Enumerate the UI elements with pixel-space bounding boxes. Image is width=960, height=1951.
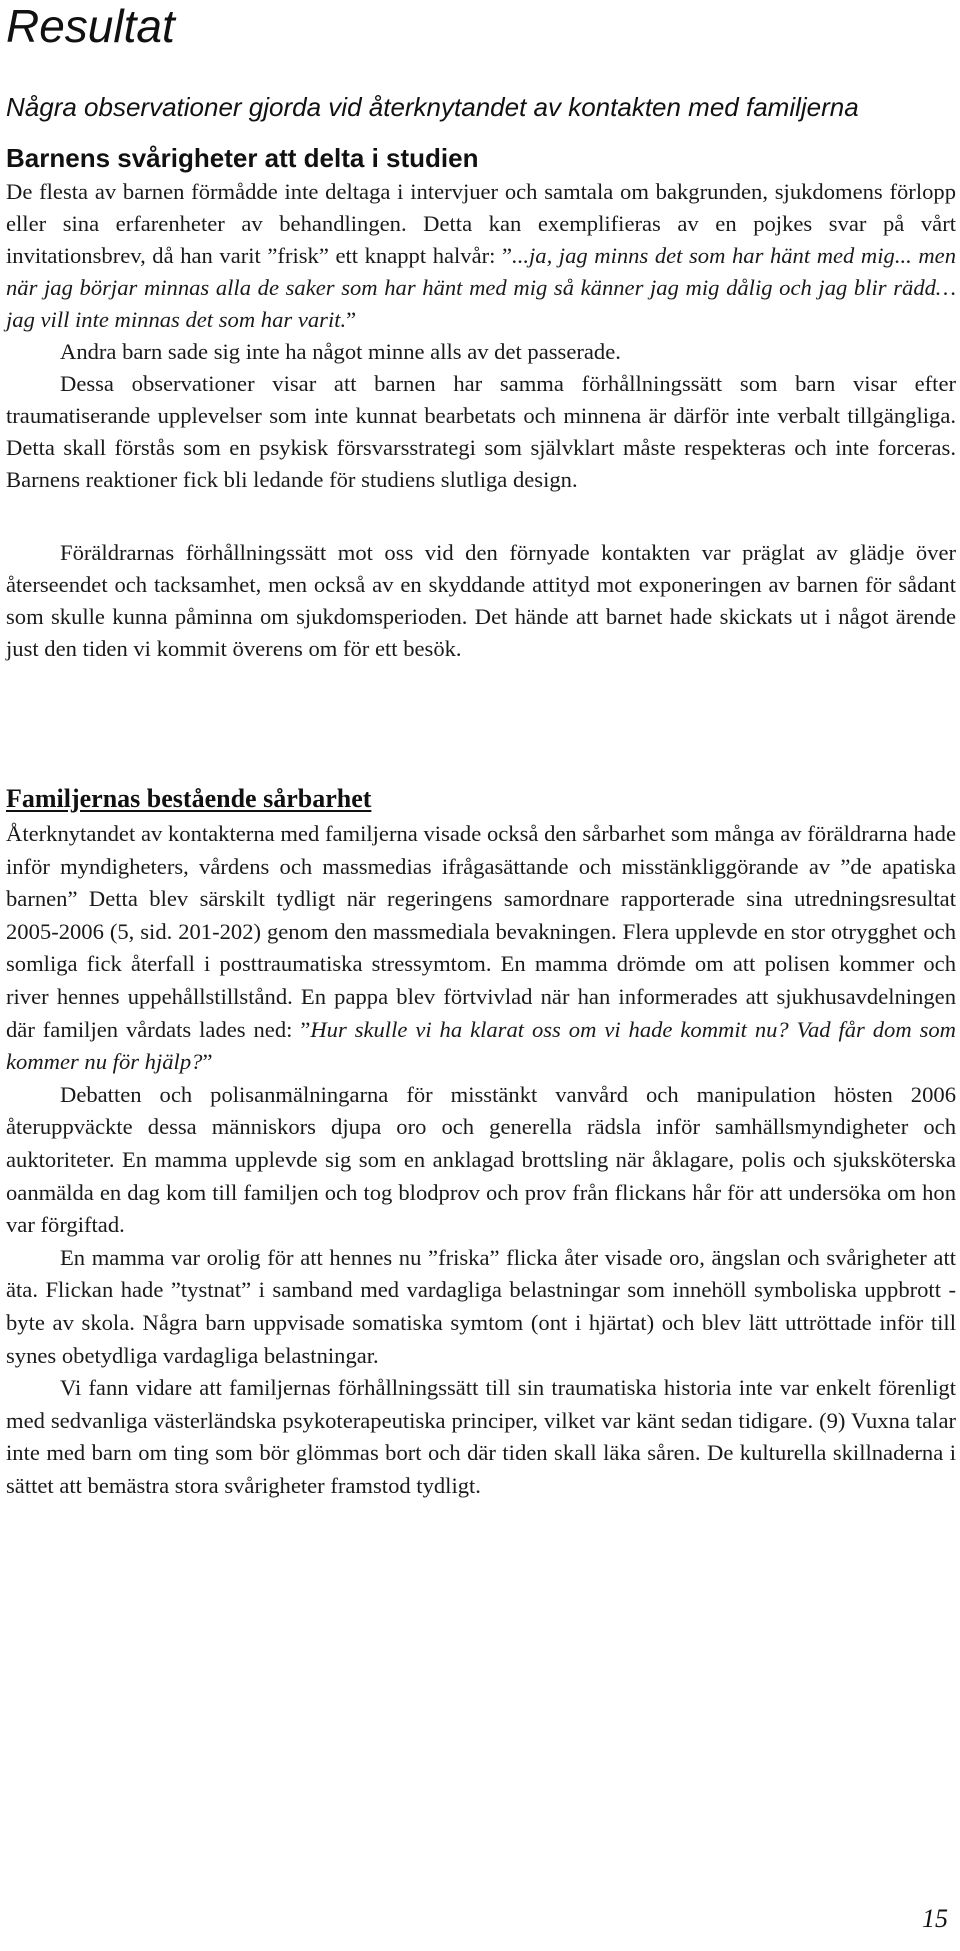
section-heading-family-vulnerability: Familjernas bestående sårbarhet: [6, 784, 372, 813]
paragraph: Dessa observationer visar att barnen har samma förhållningssätt som barn visar efter traumatiserande upplevelser som inte kunnat bearbetats och minnena är därför inte verbalt tillgängliga. Detta skall förstås som en psykisk försvarsstrategi som självklart måste respekteras och inte forceras. Barnens reaktioner fick bli ledande för studiens slutliga design.: [6, 371, 956, 492]
subtitle: Några observationer gjorda vid återknytandet av kontakten med familjerna: [6, 92, 859, 122]
quote-close: ”: [346, 307, 357, 332]
paragraph: [6, 818, 956, 1079]
paragraph: Debatten och polisanmälningarna för misstänkt vanvård och manipulation hösten 2006 återuppväckte dessa människors djupa oro och generella rädsla inför samhällsmyndigheter och auktoriteter. En mamma upplevde sig som en anklagad brottsling när åklagare, polis och sjuksköterska oanmälda en dag kom till familjen och tog blodprov och prov från flickans hår för att undersöka om hon var förgiftad.: [6, 1081, 956, 1238]
paragraph: Andra barn sade sig inte ha något minne alls av det passerade.: [60, 339, 621, 364]
section-1-body-continued: [6, 537, 956, 665]
section-heading-children-difficulties: Barnens svårigheter att delta i studien: [6, 143, 479, 173]
section-2-body: [6, 818, 956, 1502]
quote-close: ”: [202, 1049, 213, 1075]
section-1-body: [6, 176, 956, 496]
quote-text: ...ja, jag minns det som har hänt med mig... men när jag börjar minnas alla de saker som har hänt med mig så känner jag mig dålig och jag blir rädd… jag vill inte minnas det som har varit.: [6, 243, 956, 332]
paragraph: En mamma var orolig för att hennes nu ”friska” flicka åter visade oro, ängslan och svårigheter att äta. Flickan hade ”tystnat” i samband med vardagliga belastningar som innehöll symboliska uppbrott - byte av skola. Några barn uppvisade somatiska symtom (ont i hjärtat) och blev lätt uttröttade inför till synes obetydliga vardagliga belastningar.: [6, 1244, 956, 1368]
paragraph: [6, 176, 956, 336]
paragraph: Vi fann vidare att familjernas förhållningssätt till sin traumatiska historia inte var enkelt förenligt med sedvanliga västerländska psykoterapeutiska principer, vilket var känt sedan tidigare. (9) Vuxna talar inte med barn om ting som bör glömmas bort och där tiden skall läka såren. De kulturella skillnaderna i sättet att bemästra stora svårigheter framstod tydligt.: [6, 1375, 956, 1498]
quote-text: Hur skulle vi ha klarat oss om vi hade kommit nu? Vad får dom som kommer nu för hjälp?: [6, 1016, 956, 1075]
paragraph-text: De flesta av barnen förmådde inte deltaga i intervjuer och samtala om bakgrunden, sjukdomens förlopp eller sina erfarenheter av behandlingen. Detta kan exemplifieras av en pojkes svar på vårt invitationsbrev, då han varit ”frisk” ett knappt halvår: ”: [6, 179, 956, 268]
paragraph: Föräldrarnas förhållningssätt mot oss vid den förnyade kontakten var präglat av glädje över återseendet och tacksamhet, men också av en skyddande attityd mot exponeringen av barnen för sådant som skulle kunna påminna om sjukdomsperioden. Det hände att barnet hade skickats ut i något ärende just den tiden vi kommit överens om för ett besök.: [6, 540, 956, 661]
page-number: 15: [922, 1904, 948, 1933]
paragraph-text: Återknytandet av kontakterna med familjerna visade också den sårbarhet som många av föräldrarna hade inför myndigheters, vårdens och massmedias ifrågasättande och misstänkliggörande av ”de apatiska barnen” Detta blev särskilt tydligt när regeringens samordnare rapporterade sina utredningsresultat 2005-2006 (5, sid. 201-202) genom den massmediala bevakningen. Flera upplevde en stor otrygghet och somliga fick återfall i posttraumatiska stressymtom. En mamma drömde om att polisen kommer och river hennes uppehållstillstånd. En pappa blev förtvivlad när han informerades att sjukhusavdelningen där familjen vårdats lades ned: ”: [6, 821, 956, 1042]
page-title: Resultat: [6, 0, 175, 52]
